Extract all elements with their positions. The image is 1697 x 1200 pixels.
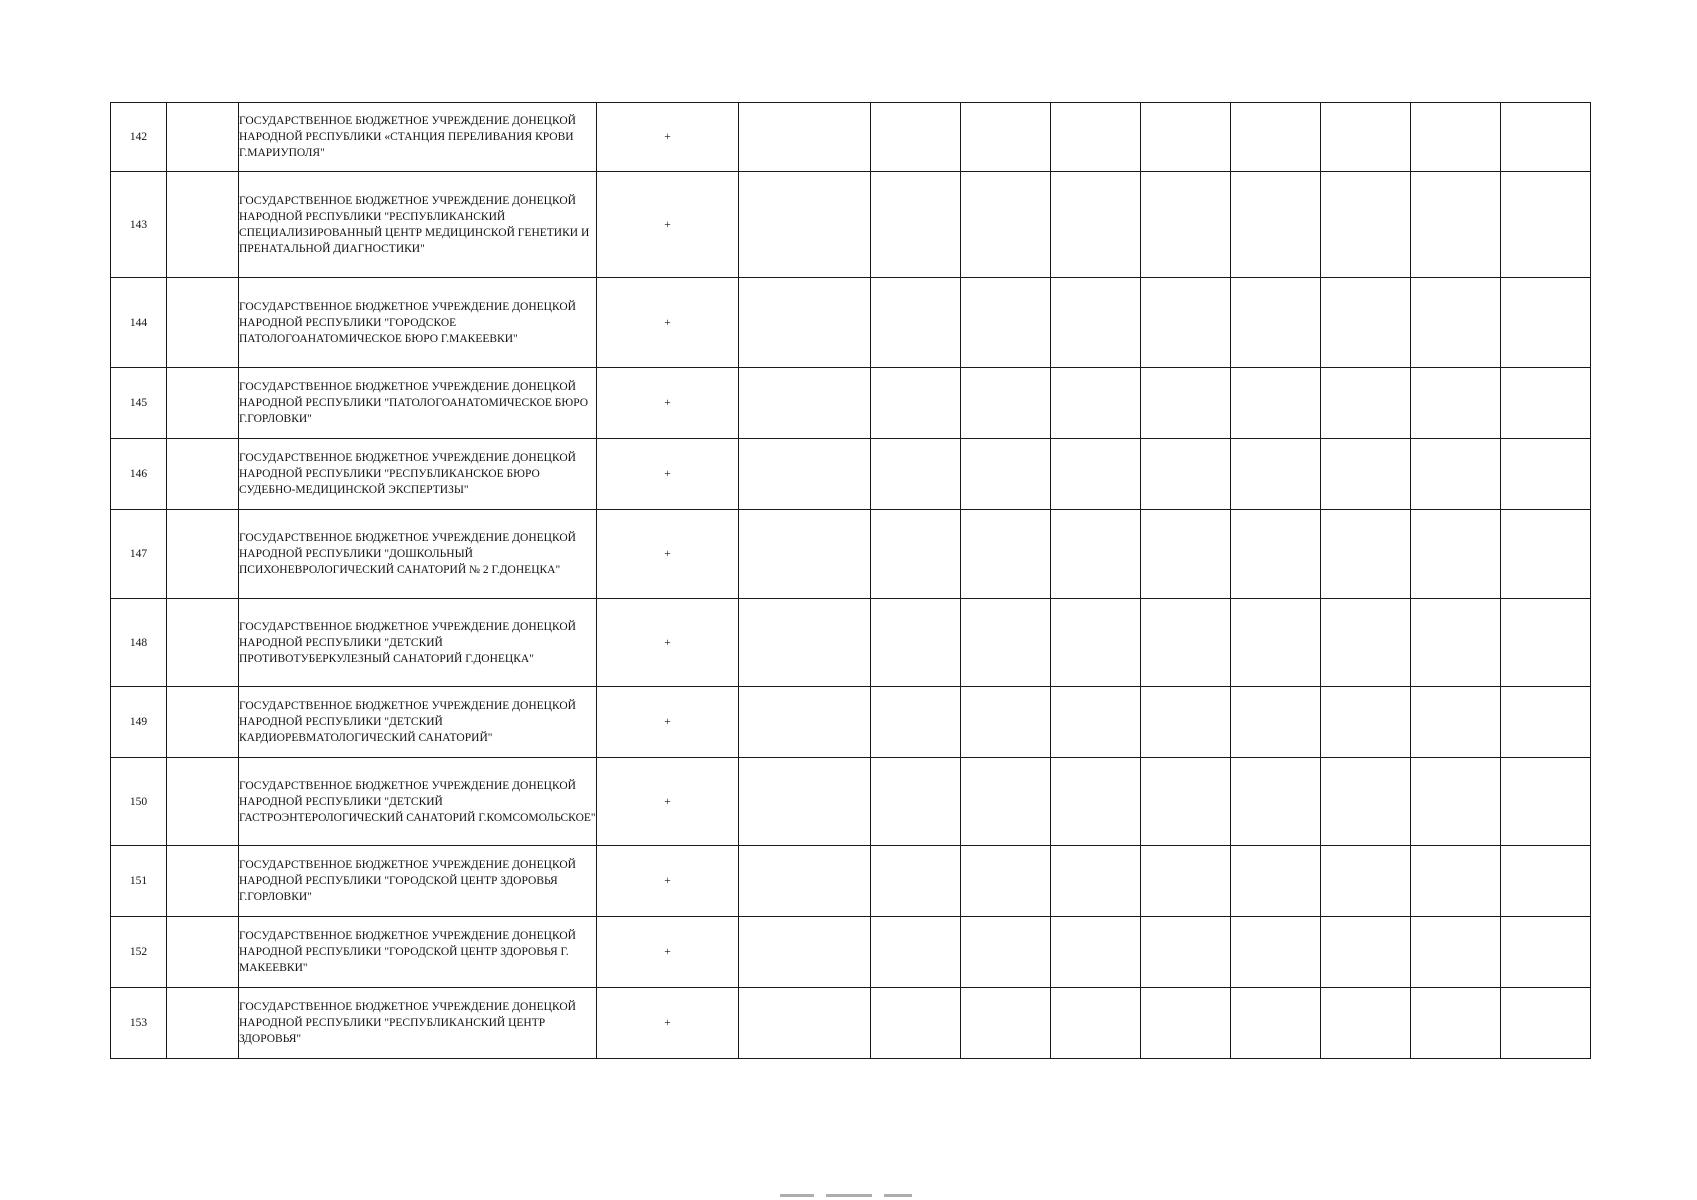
- plus-mark: +: [597, 368, 739, 439]
- empty-cell: [1141, 368, 1231, 439]
- empty-cell: [1321, 846, 1411, 917]
- plus-mark: +: [597, 172, 739, 278]
- empty-cell: [1141, 758, 1231, 846]
- empty-cell: [1501, 846, 1591, 917]
- empty-cell: [1501, 917, 1591, 988]
- empty-cell: [739, 278, 871, 368]
- empty-cell: [739, 439, 871, 510]
- empty-cell: [1411, 368, 1501, 439]
- empty-cell: [1321, 278, 1411, 368]
- empty-cell: [871, 758, 961, 846]
- scan-artifact: [780, 1194, 980, 1198]
- empty-cell: [871, 439, 961, 510]
- empty-cell: [1411, 278, 1501, 368]
- institution-name: ГОСУДАРСТВЕННОЕ БЮДЖЕТНОЕ УЧРЕЖДЕНИЕ ДОНЕЦКОЙ НАРОДНОЙ РЕСПУБЛИКИ "ДЕТСКИЙ КАРДИОРЕВМАТОЛОГИЧЕСКИЙ САНАТОРИЙ": [239, 687, 597, 758]
- empty-cell: [1141, 687, 1231, 758]
- institution-name: ГОСУДАРСТВЕННОЕ БЮДЖЕТНОЕ УЧРЕЖДЕНИЕ ДОНЕЦКОЙ НАРОДНОЙ РЕСПУБЛИКИ "ГОРОДСКОЙ ЦЕНТР ЗДОРОВЬЯ Г.ГОРЛОВКИ": [239, 846, 597, 917]
- empty-cell: [739, 758, 871, 846]
- empty-cell: [739, 917, 871, 988]
- empty-cell: [1141, 917, 1231, 988]
- institution-name: ГОСУДАРСТВЕННОЕ БЮДЖЕТНОЕ УЧРЕЖДЕНИЕ ДОНЕЦКОЙ НАРОДНОЙ РЕСПУБЛИКИ «СТАНЦИЯ ПЕРЕЛИВАНИЯ КРОВИ Г.МАРИУПОЛЯ": [239, 103, 597, 172]
- institution-name: ГОСУДАРСТВЕННОЕ БЮДЖЕТНОЕ УЧРЕЖДЕНИЕ ДОНЕЦКОЙ НАРОДНОЙ РЕСПУБЛИКИ "ДЕТСКИЙ ПРОТИВОТУБЕРКУЛЕЗНЫЙ САНАТОРИЙ Г.ДОНЕЦКА": [239, 599, 597, 687]
- row-number: 144: [111, 278, 167, 368]
- empty-cell: [1231, 278, 1321, 368]
- empty-cell: [961, 278, 1051, 368]
- plus-mark: +: [597, 917, 739, 988]
- table-row: [111, 172, 1591, 278]
- empty-cell: [1141, 439, 1231, 510]
- plus-mark: +: [597, 758, 739, 846]
- institution-name: ГОСУДАРСТВЕННОЕ БЮДЖЕТНОЕ УЧРЕЖДЕНИЕ ДОНЕЦКОЙ НАРОДНОЙ РЕСПУБЛИКИ "РЕСПУБЛИКАНСКИЙ СПЕЦИАЛИЗИРОВАННЫЙ ЦЕНТР МЕДИЦИНСКОЙ ГЕНЕТИКИ И ПРЕНАТАЛЬНОЙ ДИАГНОСТИКИ": [239, 172, 597, 278]
- empty-cell: [871, 510, 961, 599]
- empty-cell: [1231, 368, 1321, 439]
- empty-cell: [1231, 758, 1321, 846]
- empty-cell: [1051, 103, 1141, 172]
- empty-cell: [1051, 439, 1141, 510]
- table-body: [111, 103, 1591, 1059]
- empty-cell: [167, 103, 239, 172]
- empty-cell: [1411, 103, 1501, 172]
- empty-cell: [739, 687, 871, 758]
- empty-cell: [1231, 687, 1321, 758]
- empty-cell: [739, 988, 871, 1059]
- empty-cell: [1321, 988, 1411, 1059]
- empty-cell: [961, 917, 1051, 988]
- empty-cell: [961, 439, 1051, 510]
- empty-cell: [871, 278, 961, 368]
- empty-cell: [871, 172, 961, 278]
- empty-cell: [739, 103, 871, 172]
- empty-cell: [1411, 439, 1501, 510]
- empty-cell: [167, 846, 239, 917]
- empty-cell: [1231, 988, 1321, 1059]
- institution-name: ГОСУДАРСТВЕННОЕ БЮДЖЕТНОЕ УЧРЕЖДЕНИЕ ДОНЕЦКОЙ НАРОДНОЙ РЕСПУБЛИКИ "РЕСПУБЛИКАНСКОЕ БЮРО СУДЕБНО-МЕДИЦИНСКОЙ ЭКСПЕРТИЗЫ": [239, 439, 597, 510]
- plus-mark: +: [597, 599, 739, 687]
- empty-cell: [1321, 917, 1411, 988]
- empty-cell: [1231, 917, 1321, 988]
- row-number: 150: [111, 758, 167, 846]
- empty-cell: [739, 599, 871, 687]
- empty-cell: [1051, 599, 1141, 687]
- empty-cell: [1051, 172, 1141, 278]
- row-number: 142: [111, 103, 167, 172]
- empty-cell: [1501, 510, 1591, 599]
- plus-mark: +: [597, 439, 739, 510]
- empty-cell: [1321, 758, 1411, 846]
- table-row: [111, 439, 1591, 510]
- empty-cell: [961, 103, 1051, 172]
- empty-cell: [1141, 172, 1231, 278]
- empty-cell: [1321, 599, 1411, 687]
- empty-cell: [739, 368, 871, 439]
- row-number: 143: [111, 172, 167, 278]
- empty-cell: [1141, 846, 1231, 917]
- institution-name: ГОСУДАРСТВЕННОЕ БЮДЖЕТНОЕ УЧРЕЖДЕНИЕ ДОНЕЦКОЙ НАРОДНОЙ РЕСПУБЛИКИ "ДЕТСКИЙ ГАСТРОЭНТЕРОЛОГИЧЕСКИЙ САНАТОРИЙ Г.КОМСОМОЛЬСКОЕ": [239, 758, 597, 846]
- row-number: 152: [111, 917, 167, 988]
- plus-mark: +: [597, 510, 739, 599]
- empty-cell: [1051, 278, 1141, 368]
- empty-cell: [167, 439, 239, 510]
- empty-cell: [167, 687, 239, 758]
- empty-cell: [1051, 846, 1141, 917]
- empty-cell: [1051, 988, 1141, 1059]
- table-row: [111, 599, 1591, 687]
- plus-mark: +: [597, 846, 739, 917]
- plus-mark: +: [597, 988, 739, 1059]
- row-number: 149: [111, 687, 167, 758]
- empty-cell: [961, 599, 1051, 687]
- empty-cell: [1051, 758, 1141, 846]
- empty-cell: [1501, 599, 1591, 687]
- empty-cell: [167, 368, 239, 439]
- empty-cell: [1231, 439, 1321, 510]
- plus-mark: +: [597, 687, 739, 758]
- plus-mark: +: [597, 103, 739, 172]
- empty-cell: [167, 758, 239, 846]
- empty-cell: [1051, 687, 1141, 758]
- institution-name: ГОСУДАРСТВЕННОЕ БЮДЖЕТНОЕ УЧРЕЖДЕНИЕ ДОНЕЦКОЙ НАРОДНОЙ РЕСПУБЛИКИ "РЕСПУБЛИКАНСКИЙ ЦЕНТР ЗДОРОВЬЯ": [239, 988, 597, 1059]
- empty-cell: [871, 917, 961, 988]
- empty-cell: [1411, 846, 1501, 917]
- table-row: [111, 846, 1591, 917]
- empty-cell: [167, 278, 239, 368]
- table-row: [111, 278, 1591, 368]
- row-number: 148: [111, 599, 167, 687]
- row-number: 153: [111, 988, 167, 1059]
- empty-cell: [1501, 439, 1591, 510]
- empty-cell: [1411, 687, 1501, 758]
- table-row: [111, 510, 1591, 599]
- empty-cell: [1321, 439, 1411, 510]
- empty-cell: [1321, 103, 1411, 172]
- empty-cell: [1141, 988, 1231, 1059]
- empty-cell: [871, 846, 961, 917]
- empty-cell: [871, 103, 961, 172]
- row-number: 151: [111, 846, 167, 917]
- empty-cell: [961, 687, 1051, 758]
- empty-cell: [1321, 172, 1411, 278]
- empty-cell: [1231, 510, 1321, 599]
- table-row: [111, 368, 1591, 439]
- table-row: [111, 988, 1591, 1059]
- empty-cell: [1501, 368, 1591, 439]
- empty-cell: [1141, 103, 1231, 172]
- empty-cell: [1411, 172, 1501, 278]
- empty-cell: [1501, 103, 1591, 172]
- empty-cell: [871, 368, 961, 439]
- empty-cell: [1051, 917, 1141, 988]
- table-row: [111, 917, 1591, 988]
- empty-cell: [1321, 687, 1411, 758]
- empty-cell: [1231, 846, 1321, 917]
- empty-cell: [1051, 368, 1141, 439]
- empty-cell: [961, 368, 1051, 439]
- empty-cell: [961, 758, 1051, 846]
- institution-name: ГОСУДАРСТВЕННОЕ БЮДЖЕТНОЕ УЧРЕЖДЕНИЕ ДОНЕЦКОЙ НАРОДНОЙ РЕСПУБЛИКИ "ПАТОЛОГОАНАТОМИЧЕСКОЕ БЮРО Г.ГОРЛОВКИ": [239, 368, 597, 439]
- empty-cell: [871, 599, 961, 687]
- empty-cell: [1321, 510, 1411, 599]
- empty-cell: [1411, 599, 1501, 687]
- table-row: [111, 687, 1591, 758]
- empty-cell: [1501, 988, 1591, 1059]
- empty-cell: [871, 988, 961, 1059]
- empty-cell: [1411, 988, 1501, 1059]
- empty-cell: [1231, 599, 1321, 687]
- empty-cell: [1141, 599, 1231, 687]
- institution-name: ГОСУДАРСТВЕННОЕ БЮДЖЕТНОЕ УЧРЕЖДЕНИЕ ДОНЕЦКОЙ НАРОДНОЙ РЕСПУБЛИКИ "ДОШКОЛЬНЫЙ ПСИХОНЕВРОЛОГИЧЕСКИЙ САНАТОРИЙ № 2 Г.ДОНЕЦКА": [239, 510, 597, 599]
- empty-cell: [961, 510, 1051, 599]
- institutions-table: [110, 102, 1591, 1059]
- empty-cell: [1231, 103, 1321, 172]
- empty-cell: [1141, 278, 1231, 368]
- table-row: [111, 103, 1591, 172]
- empty-cell: [1411, 758, 1501, 846]
- empty-cell: [1231, 172, 1321, 278]
- empty-cell: [1141, 510, 1231, 599]
- empty-cell: [1501, 758, 1591, 846]
- empty-cell: [871, 687, 961, 758]
- row-number: 147: [111, 510, 167, 599]
- empty-cell: [961, 846, 1051, 917]
- empty-cell: [739, 510, 871, 599]
- empty-cell: [167, 172, 239, 278]
- institution-name: ГОСУДАРСТВЕННОЕ БЮДЖЕТНОЕ УЧРЕЖДЕНИЕ ДОНЕЦКОЙ НАРОДНОЙ РЕСПУБЛИКИ "ГОРОДСКОЕ ПАТОЛОГОАНАТОМИЧЕСКОЕ БЮРО Г.МАКЕЕВКИ": [239, 278, 597, 368]
- empty-cell: [1051, 510, 1141, 599]
- empty-cell: [961, 172, 1051, 278]
- empty-cell: [1411, 917, 1501, 988]
- plus-mark: +: [597, 278, 739, 368]
- empty-cell: [1501, 278, 1591, 368]
- row-number: 146: [111, 439, 167, 510]
- empty-cell: [1411, 510, 1501, 599]
- institution-name: ГОСУДАРСТВЕННОЕ БЮДЖЕТНОЕ УЧРЕЖДЕНИЕ ДОНЕЦКОЙ НАРОДНОЙ РЕСПУБЛИКИ "ГОРОДСКОЙ ЦЕНТР ЗДОРОВЬЯ Г. МАКЕЕВКИ": [239, 917, 597, 988]
- empty-cell: [167, 510, 239, 599]
- empty-cell: [1321, 368, 1411, 439]
- row-number: 145: [111, 368, 167, 439]
- table-row: [111, 758, 1591, 846]
- empty-cell: [167, 599, 239, 687]
- empty-cell: [167, 917, 239, 988]
- empty-cell: [739, 172, 871, 278]
- empty-cell: [1501, 172, 1591, 278]
- empty-cell: [739, 846, 871, 917]
- empty-cell: [1501, 687, 1591, 758]
- empty-cell: [961, 988, 1051, 1059]
- empty-cell: [167, 988, 239, 1059]
